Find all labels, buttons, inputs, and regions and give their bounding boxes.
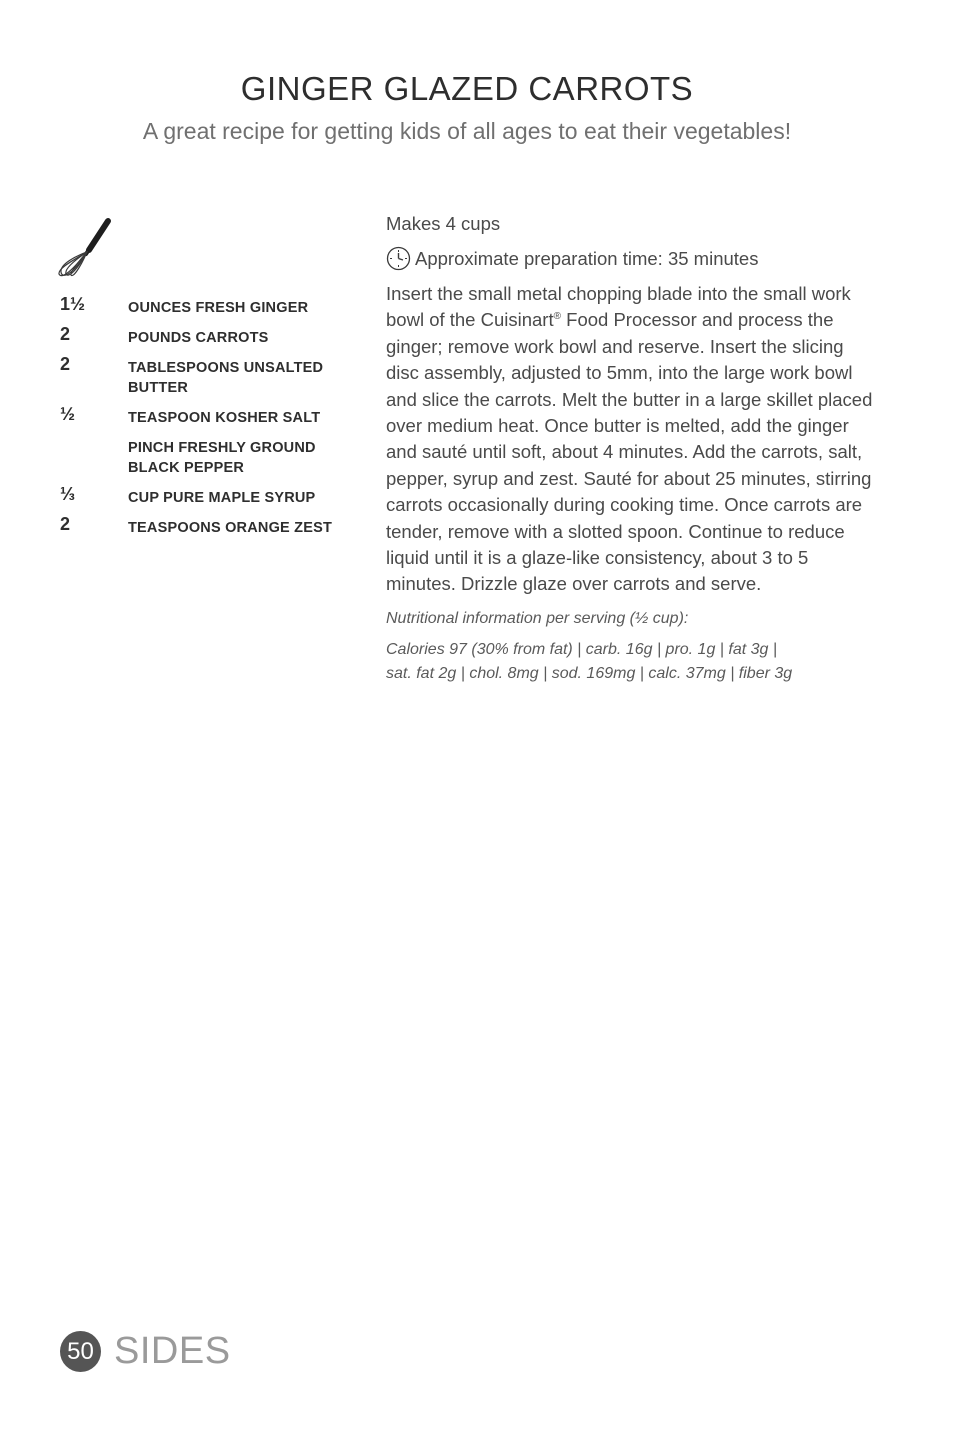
recipe-title: GINGER GLAZED CARROTS [240, 70, 694, 107]
ingredient-name: CUP PURE MAPLE SYRUP [128, 490, 316, 506]
ingredient-name: TEASPOONS ORANGE ZEST [128, 520, 332, 536]
ingredient-quantity: 1½ [60, 294, 86, 314]
prep-time [386, 246, 878, 271]
recipe-subtitle: A great recipe for getting kids of all ages to eat their vegetables! [142, 118, 792, 144]
prep-time-text: Approximate preparation time: 35 minutes [415, 247, 759, 269]
clock-icon [386, 246, 411, 271]
ingredient-name: TABLESPOONS UNSALTED BUTTER [128, 360, 324, 396]
ingredient-name: TEASPOON KOSHER SALT [128, 410, 321, 426]
ingredient-item [60, 434, 350, 478]
ingredient-item [60, 514, 350, 538]
whisk-icon [56, 216, 114, 280]
nutrition-line: Calories 97 (30% from fat) | carb. 16g | pro. 1g | fat 3g | [386, 640, 778, 658]
section-title: SIDES [114, 1330, 231, 1372]
ingredient-quantity: ½ [60, 404, 76, 424]
ingredient-quantity: ⅓ [60, 484, 76, 504]
ingredient-name: OUNCES FRESH GINGER [128, 300, 309, 316]
ingredient-item [60, 404, 350, 428]
instructions-part: Food Processor and process the ginger; remove work bowl and reserve. Insert the slicing disc assembly, adjusted to 5mm, into the large work bowl and slice the carrots. Melt the butter in a large skillet placed over medium heat. Once butter is melted, add the ginger and sauté until soft, about 4 minutes. Add the carrots, salt, pepper, syrup and zest. Sauté for about 25 minutes, stirring carrots occasionally during cooking time. Once carrots are tender, remove with a slotted spoon. Continue to reduce liquid until it is a glaze-like consistency, about 3 to 5 minutes. Drizzle glaze over carrots and serve. [386, 309, 873, 595]
nutrition-line: sat. fat 2g | chol. 8mg | sod. 169mg | calc. 37mg | fiber 3g [386, 664, 793, 682]
ingredient-quantity: 2 [60, 324, 71, 344]
page-number-badge: 50 [60, 1331, 101, 1372]
ingredient-quantity: 2 [60, 354, 71, 374]
ingredient-item [60, 484, 350, 508]
ingredient-name: POUNDS CARROTS [128, 330, 269, 346]
nutrition-heading: Nutritional information per serving (½ cup): [386, 609, 689, 627]
yield-text: Makes 4 cups [386, 213, 501, 234]
ingredient-quantity: 2 [60, 514, 71, 534]
ingredient-item [60, 324, 350, 348]
registered-mark: ® [553, 311, 561, 323]
recipe-method [386, 213, 878, 686]
ingredient-name: PINCH FRESHLY GROUND BLACK PEPPER [128, 440, 316, 476]
nutrition-facts [386, 638, 878, 686]
instructions-text [386, 281, 878, 598]
ingredient-list [60, 294, 350, 544]
ingredient-item [60, 354, 350, 398]
instructions-part: Insert the small metal chopping blade into the small work bowl of the Cuisinart [386, 283, 851, 331]
ingredient-item [60, 294, 350, 318]
